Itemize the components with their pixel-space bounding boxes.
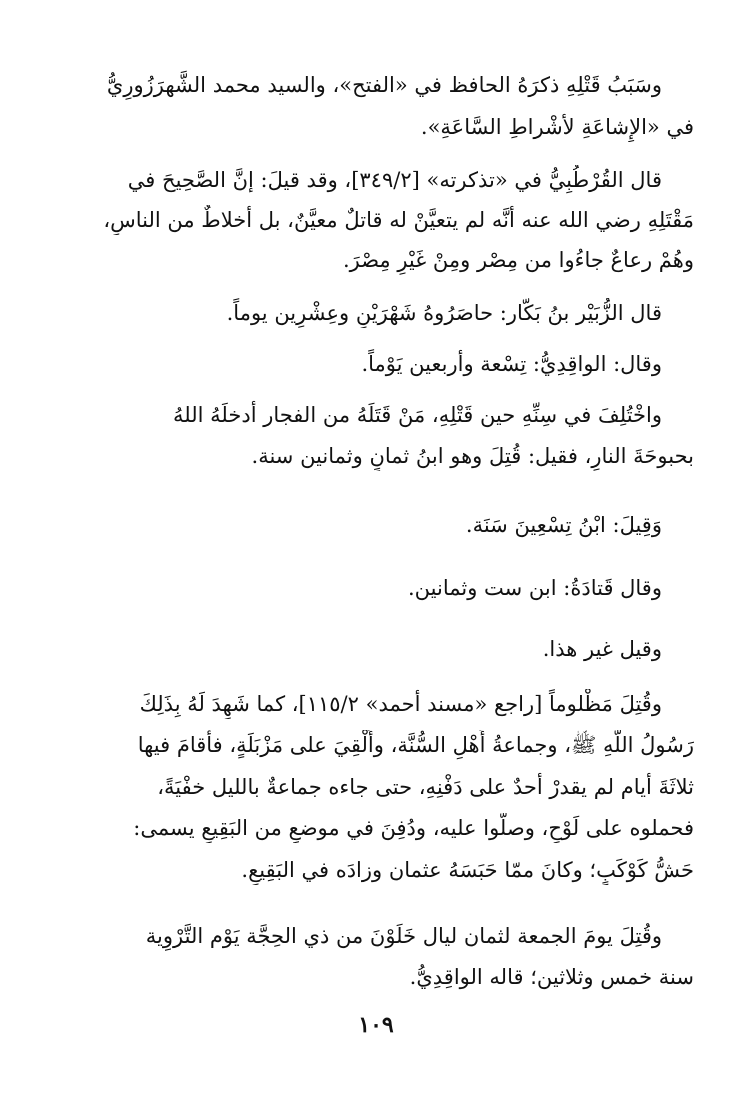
text-line: وقُتِلَ يومَ الجمعة لثمان ليال خَلَوْنَ من ذي الحِجَّة يَوْم التَّرْوِية <box>145 924 662 948</box>
text-line: قال الزُّبَيْر بنُ بَكّار: حاصَرُوهُ شَهْرَيْنِ وعِشْرِين يوماً. <box>226 301 662 325</box>
text-line: سنة خمس وثلاثين؛ قاله الواقِدِيُّ. <box>409 965 694 989</box>
text-line: مَقْتَلِهِ رضي الله عنه أنَّه لم يتعيَّنْ له قاتلٌ معيَّنٌ، بل أخلاطٌ من الناسِ، <box>103 208 694 232</box>
text-line: وسَبَبُ قَتْلِهِ ذكرَهُ الحافظ في «الفتح»، والسيد محمد الشَّهرَزُورِيُّ <box>106 73 662 97</box>
text-line: رَسُولُ اللَّهِ ﷺ، وجماعةُ أَهْلِ السُّنَّة، وأُلْقِيَ على مَزْبَلَةٍ، فأقامَ فيها <box>137 733 694 757</box>
page-number: ١٠٩ <box>358 1012 394 1038</box>
text-line: بحبوحَةَ النارِ، فقيل: قُتِلَ وهو ابنُ ثمانٍ وثمانين سنة. <box>251 444 694 468</box>
text-line: وهُمْ رعاعٌ جاءُوا من مِصْر ومِنْ غَيْرِ مِصْرَ. <box>342 248 694 272</box>
text-line: وقيل غير هذا. <box>542 637 662 661</box>
text-line: وقال قَتادَةُ: ابن ست وثمانين. <box>408 576 662 600</box>
text-line: فحملوه على لَوْحٍ، وصلُّوا عليه، ودُفِنَ في موضعٍ من البَقِيعِ يسمى: <box>133 816 694 840</box>
text-line: ثلاثَةَ أيام لم يقدرْ أحدٌ على دَفْنِهِ، حتى جاءه جماعةٌ بالليل خفْيَةً، <box>157 775 694 799</box>
text-line: وقُتِلَ مَظْلوماً [راجع «مسند أحمد» ١١٥/٢]، كما شَهِدَ لَهُ بِذَلِكَ <box>139 692 662 716</box>
text-line: حَشُّ كَوْكَبٍ؛ وكانَ ممّا حَبَسَهُ عثمان وزادَه في البَقِيعِ. <box>241 858 694 882</box>
text-line: قال القُرْطُبِيُّ في «تذكرته» [٣٤٩/٢]، وقد قيلَ: إنَّ الصَّحِيحَ في <box>127 168 662 192</box>
text-line: واخْتُلِفَ في سِنِّهِ حين قَتْلِهِ، مَنْ قَتَلَهُ من الفجار أدخلَهُ اللهُ <box>173 403 662 427</box>
text-line: وَقِيلَ: ابْنُ تِسْعِينَ سَنَة. <box>465 513 662 537</box>
text-line: وقال: الواقِدِيُّ: تِسْعة وأربعين يَوْماً. <box>361 352 662 376</box>
text-line: في «الإِشاعَةِ لأشْراطِ السَّاعَةِ». <box>420 115 694 139</box>
